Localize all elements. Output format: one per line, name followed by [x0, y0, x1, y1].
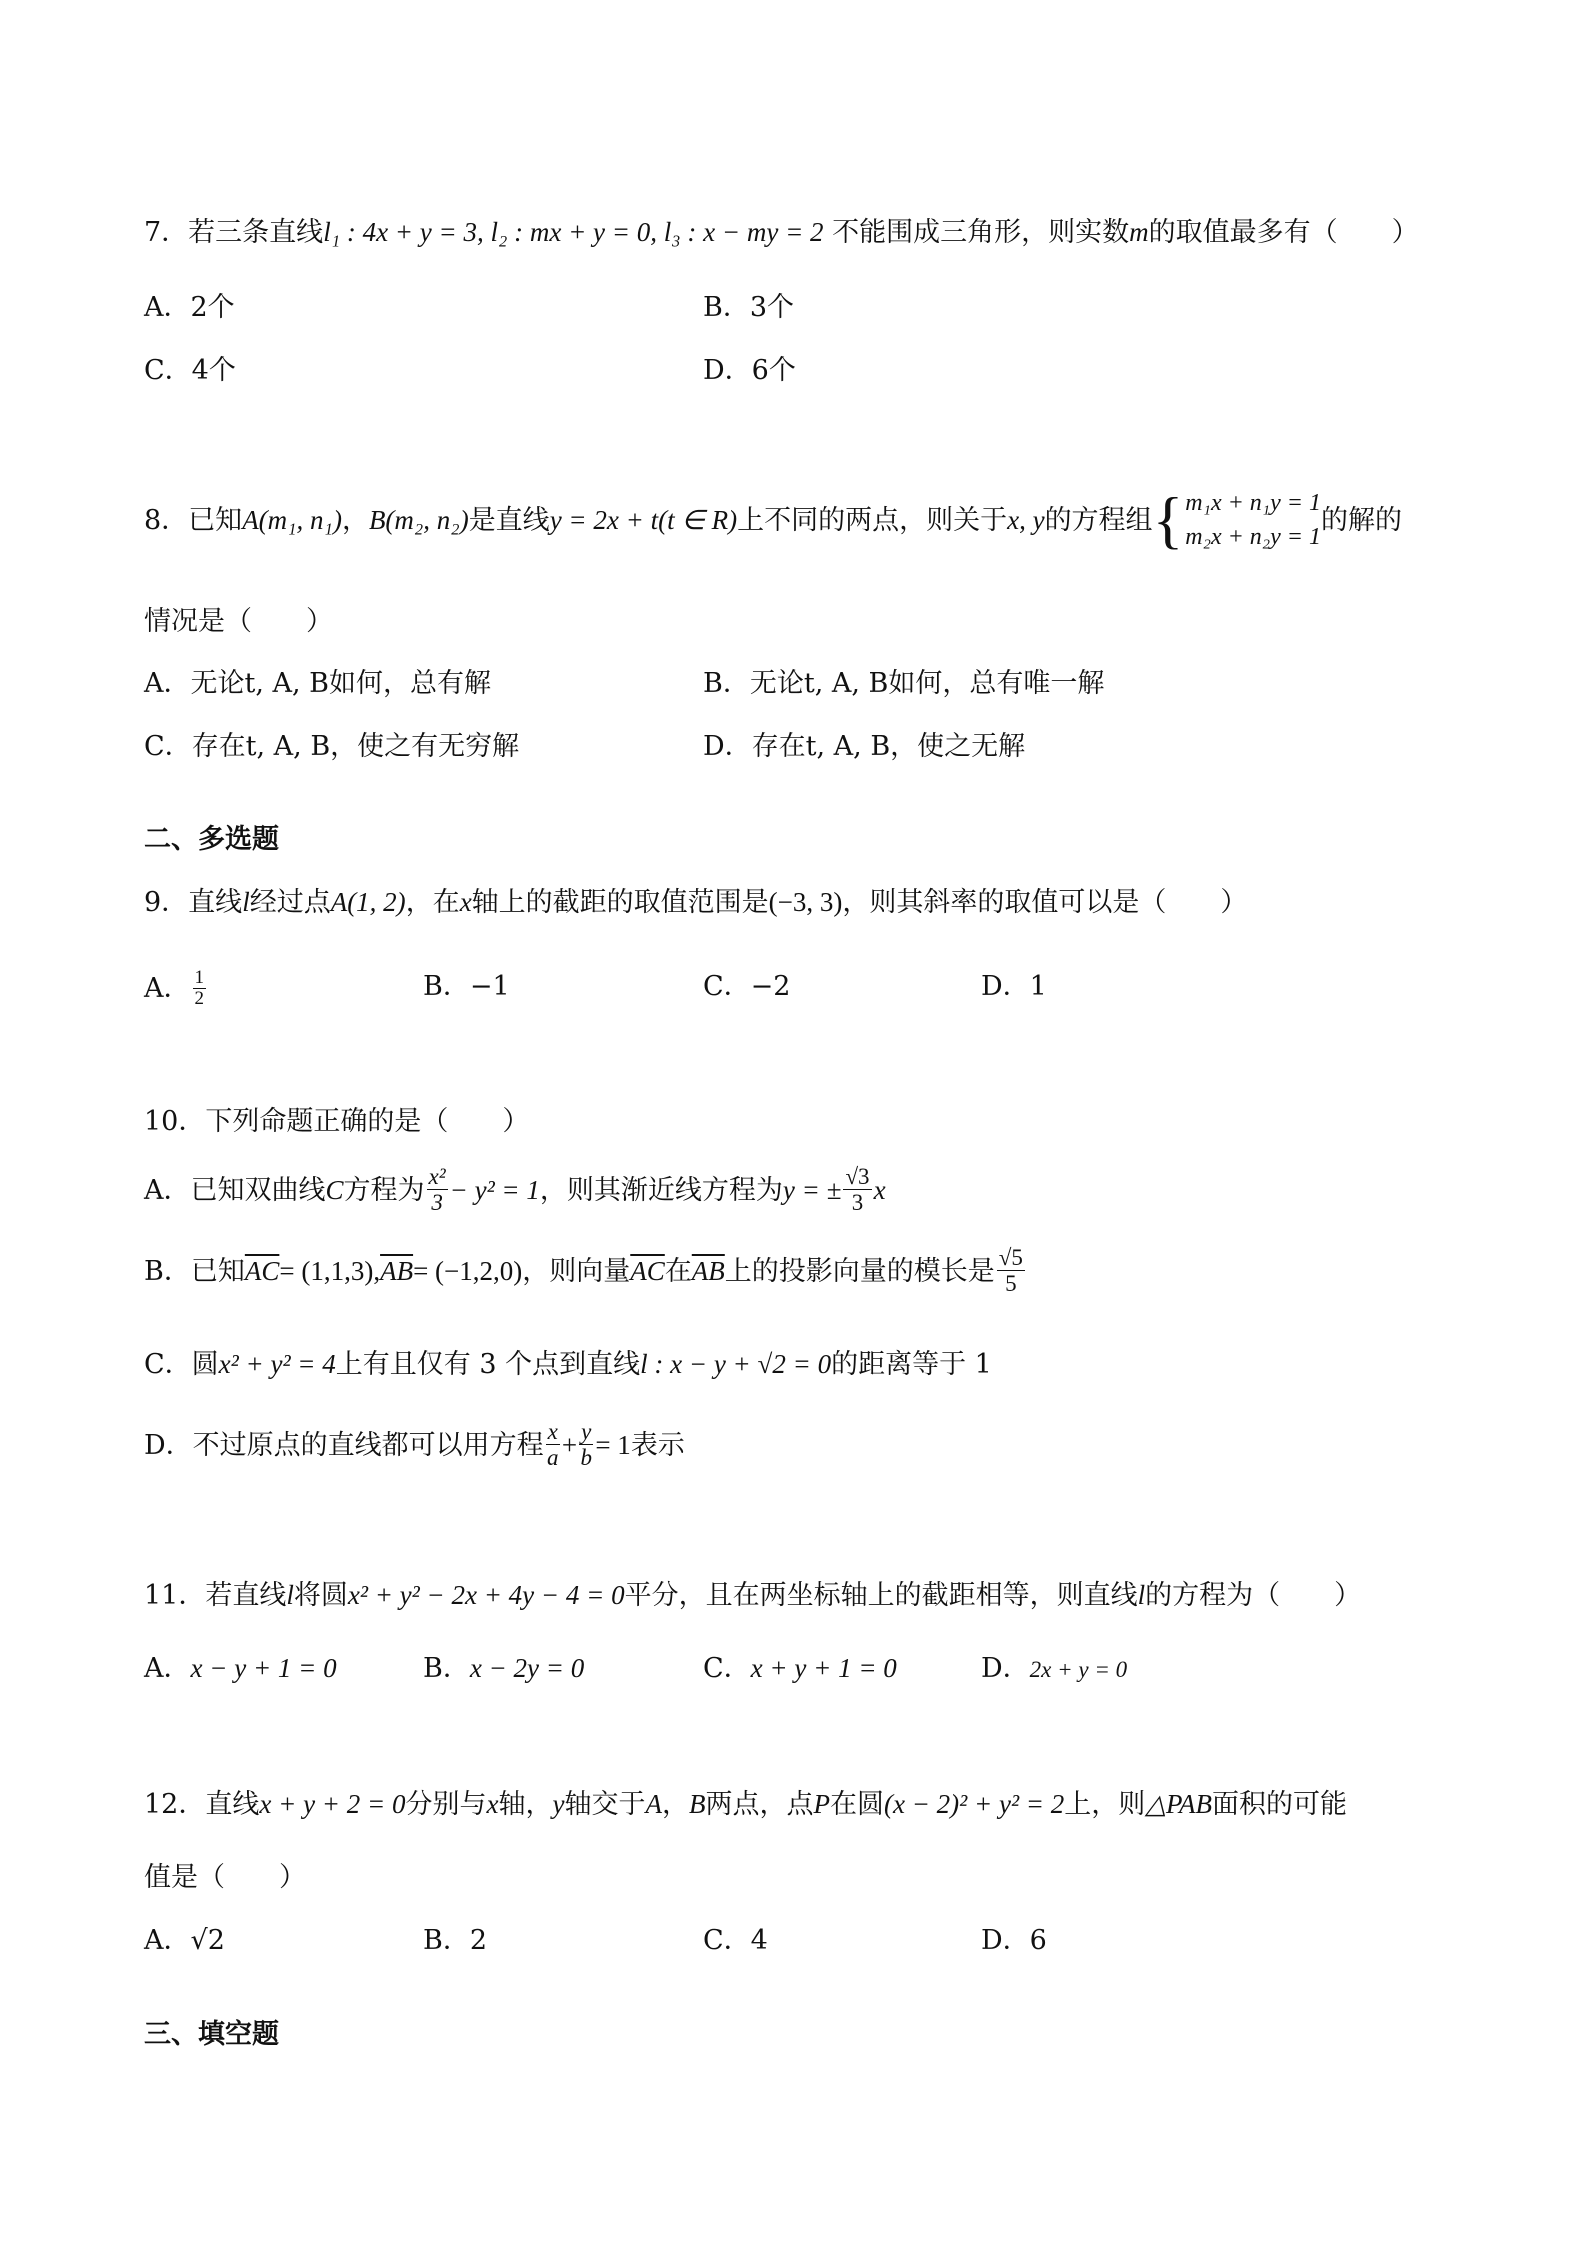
math: l	[242, 887, 250, 917]
text: C．圆	[144, 1349, 219, 1380]
text: 经过点	[249, 887, 331, 918]
text: 上有且仅有 3 个点到直线	[335, 1349, 641, 1380]
text: 的方程组	[1044, 504, 1153, 536]
math: (−3, 3)	[768, 887, 843, 917]
math: B	[688, 1789, 706, 1819]
math: l : x − y + √2 = 0	[640, 1349, 832, 1379]
math: x² + y² = 4	[218, 1349, 336, 1379]
label: C．	[703, 1653, 751, 1684]
denominator: 2	[194, 987, 204, 1009]
label: D．	[981, 1653, 1030, 1684]
text: 的解的	[1321, 504, 1402, 536]
q8-stem-cont: 情况是（ ）	[144, 606, 333, 637]
fraction	[579, 1420, 593, 1470]
math: = (−1,2,0)	[413, 1255, 523, 1286]
numerator: √5	[998, 1245, 1023, 1270]
q11-option-a	[144, 1655, 337, 1682]
text: 轴上的截距的取值范围是	[471, 887, 769, 918]
math: − y² = 1	[449, 1174, 540, 1205]
text: 9．直线	[144, 887, 243, 918]
math: A(m₁, n₁)	[242, 504, 342, 535]
text: 方程为	[343, 1174, 425, 1206]
text: A．	[144, 973, 191, 1005]
text: B．已知	[144, 1255, 245, 1287]
q9-option-d: D．1	[981, 971, 1047, 1002]
q10-option-c	[144, 1351, 992, 1378]
text: ，在	[405, 887, 460, 918]
text: ，	[661, 1789, 689, 1820]
fraction	[843, 1165, 871, 1215]
math: B(m₂, n₂)	[368, 504, 469, 535]
numerator: x²	[428, 1164, 446, 1189]
denominator: 3	[431, 1190, 443, 1216]
text: 7．若三条直线	[144, 217, 324, 248]
q8-option-b: B．无论t, A, B如何，总有唯一解	[703, 668, 1105, 699]
math: P	[813, 1789, 830, 1819]
q10-option-b	[144, 1246, 1027, 1296]
q7-option-d: D．6个	[703, 355, 796, 386]
q8-stem	[144, 484, 1402, 555]
text: 将圆	[293, 1580, 348, 1611]
math: △PAB	[1145, 1789, 1213, 1819]
text: 12．直线	[144, 1789, 260, 1820]
math: x	[873, 1174, 886, 1205]
math: A	[645, 1789, 662, 1819]
q11-option-c	[703, 1655, 897, 1682]
text: ，则向量	[522, 1255, 631, 1287]
q11-option-d	[981, 1655, 1127, 1682]
text: 轴交于	[564, 1789, 646, 1820]
vector: $\overline{AB}$	[691, 1255, 725, 1286]
math: y = ±	[782, 1174, 842, 1205]
text: 分别与	[405, 1789, 487, 1820]
q10-option-a	[144, 1165, 886, 1215]
brace-icon: {	[1152, 484, 1184, 555]
text: 的方程为（ ）	[1145, 1580, 1362, 1611]
text: 上的投影向量的模长是	[724, 1255, 995, 1287]
text: 面积的可能	[1212, 1789, 1348, 1820]
numerator: √3	[845, 1164, 870, 1189]
math: m	[1129, 217, 1149, 247]
math: x	[459, 887, 472, 917]
text: 11．若直线	[144, 1580, 287, 1611]
math: y = 2x + t(t ∈ R)	[549, 504, 738, 535]
text: D．不过原点的直线都可以用方程	[144, 1429, 544, 1461]
text: 的取值最多有（ ）	[1148, 217, 1419, 248]
math: +	[561, 1429, 578, 1460]
math: x	[486, 1789, 499, 1819]
q12-option-a: A．√2	[144, 1925, 225, 1956]
math: x + y + 2 = 0	[259, 1789, 406, 1819]
math: (x − 2)² + y² = 2	[883, 1789, 1065, 1819]
text: 两点，点	[705, 1789, 814, 1820]
q12-stem-cont: 值是（ ）	[144, 1862, 306, 1893]
math: C	[325, 1174, 344, 1205]
denominator: 3	[851, 1190, 864, 1216]
math: = 1	[595, 1429, 631, 1460]
equation: m₂x + n₂y = 1	[1185, 524, 1321, 550]
q8-option-d: D．存在t, A, B，使之无解	[703, 731, 1026, 762]
text: 轴，	[498, 1789, 553, 1820]
numerator: x	[547, 1419, 558, 1444]
q10-stem: 10．下列命题正确的是（ ）	[144, 1106, 530, 1137]
math: x² + y² − 2x + 4y − 4 = 0	[347, 1580, 625, 1610]
text: 在圆	[829, 1789, 884, 1820]
text: 平分，且在两坐标轴上的截距相等，则直线	[624, 1580, 1138, 1611]
text: ，则其渐近线方程为	[539, 1174, 783, 1206]
section-heading: 三、填空题	[144, 2019, 279, 2050]
equation-system	[1152, 484, 1321, 555]
q11-option-b	[423, 1655, 584, 1682]
q12-option-d: D．6	[981, 1925, 1047, 1956]
math: y	[552, 1789, 565, 1819]
math: x − 2y = 0	[469, 1653, 585, 1683]
label: B．	[423, 1653, 470, 1684]
math: 2x + y = 0	[1029, 1657, 1128, 1682]
q7-option-c: C．4个	[144, 355, 236, 386]
math: l₁ : 4x + y = 3, l₂ : mx + y = 0, l₃ : x − my = 2	[323, 217, 824, 247]
fraction	[427, 1165, 448, 1215]
q11-stem	[144, 1582, 1361, 1609]
q7-stem	[144, 219, 1419, 246]
text: ，则其斜率的取值可以是（ ）	[842, 887, 1248, 918]
vector: $\overline{AC}$	[630, 1255, 665, 1286]
text: 表示	[630, 1429, 685, 1461]
q9-option-a	[144, 968, 208, 1010]
q12-option-c: C．4	[703, 1925, 768, 1956]
vector: $\overline{AB}$	[380, 1255, 414, 1286]
fraction	[546, 1420, 560, 1470]
math: l	[1137, 1580, 1146, 1610]
denominator: 5	[1005, 1271, 1017, 1297]
math: l	[286, 1580, 294, 1610]
math: x − y + 1 = 0	[190, 1653, 337, 1683]
text: 的距离等于 1	[831, 1349, 992, 1380]
q7-option-a: A．2个	[144, 292, 235, 323]
vector: $\overline{AC}$	[244, 1255, 280, 1286]
text: 不能围成三角形，则实数	[832, 217, 1130, 248]
q9-option-b: B．−1	[423, 971, 510, 1002]
q10-option-d	[144, 1420, 685, 1470]
label: A．	[144, 1653, 191, 1684]
math: = (1,1,3),	[279, 1255, 381, 1286]
numerator: 1	[194, 967, 204, 988]
text: 上，则	[1064, 1789, 1146, 1820]
text: ，	[341, 504, 369, 536]
text: 上不同的两点，则关于	[737, 504, 1008, 536]
numerator: y	[581, 1419, 592, 1444]
text: 在	[664, 1255, 692, 1287]
text: 是直线	[468, 504, 550, 536]
q8-option-a: A．无论t, A, B如何，总有解	[144, 668, 492, 699]
q7-option-b: B．3个	[703, 292, 795, 323]
q9-option-c: C．−2	[703, 971, 791, 1002]
math: x + y + 1 = 0	[750, 1653, 897, 1683]
text: A．已知双曲线	[144, 1174, 326, 1206]
q8-option-c: C．存在t, A, B，使之有无穷解	[144, 731, 520, 762]
q9-stem	[144, 889, 1247, 916]
math: A(1, 2)	[330, 887, 406, 917]
text: 8．已知	[144, 504, 243, 536]
math: x, y	[1007, 504, 1045, 535]
fraction	[997, 1246, 1025, 1296]
q12-stem	[144, 1791, 1347, 1818]
equation: m₁x + n₁y = 1	[1185, 490, 1321, 516]
section-heading: 二、多选题	[144, 824, 279, 855]
denominator: b	[580, 1445, 592, 1471]
q12-option-b: B．2	[423, 1925, 488, 1956]
fraction	[193, 968, 207, 1010]
denominator: a	[547, 1445, 559, 1471]
